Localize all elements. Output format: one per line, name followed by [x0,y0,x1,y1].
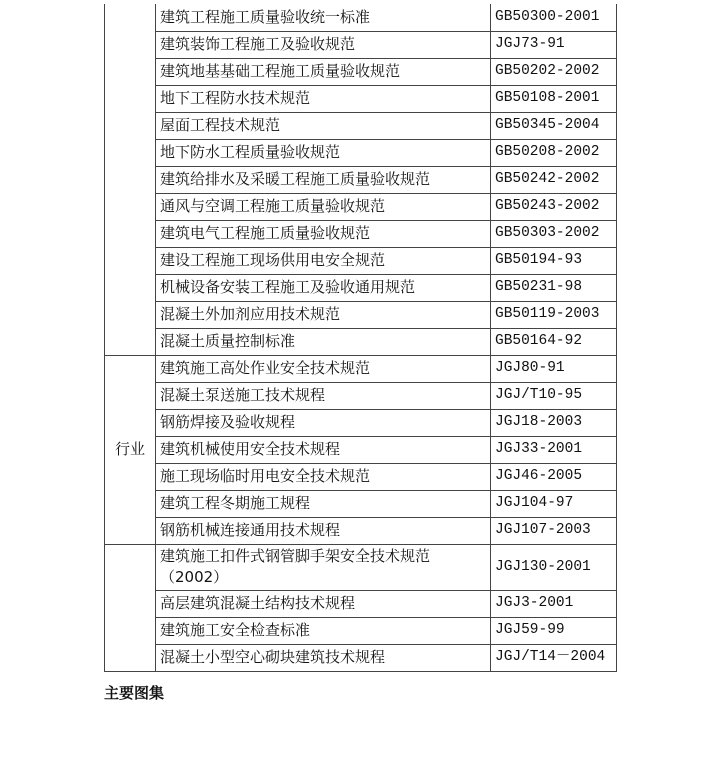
standard-name: 建筑地基基础工程施工质量验收规范 [156,58,491,85]
table-row [105,544,617,590]
standard-name: 建筑装饰工程施工及验收规范 [156,31,491,58]
table-row [105,4,617,31]
standards-table-body [105,4,617,671]
standard-code: GB50243-2002 [491,193,617,220]
standard-code: JGJ104-97 [491,490,617,517]
standard-code: GB50242-2002 [491,166,617,193]
standard-name: 建筑施工高处作业安全技术规范 [156,355,491,382]
table-row [105,139,617,166]
standard-code: JGJ/T10-95 [491,382,617,409]
standard-code: GB50231-98 [491,274,617,301]
table-row [105,409,617,436]
table-row [105,436,617,463]
table-row [105,328,617,355]
table-row [105,58,617,85]
standard-name: 混凝土小型空心砌块建筑技术规程 [156,644,491,671]
standard-code: GB50194-93 [491,247,617,274]
standard-code: GB50345-2004 [491,112,617,139]
table-row [105,85,617,112]
standard-name: 建筑电气工程施工质量验收规范 [156,220,491,247]
standard-name: 建筑工程冬期施工规程 [156,490,491,517]
standard-code: JGJ107-2003 [491,517,617,544]
standard-name: 建筑给排水及采暖工程施工质量验收规范 [156,166,491,193]
table-row [105,193,617,220]
table-row [105,355,617,382]
category-cell-blank [105,544,156,671]
standard-code: JGJ3-2001 [491,590,617,617]
table-row [105,463,617,490]
category-cell-blank [105,4,156,355]
standard-name: 混凝土外加剂应用技术规范 [156,301,491,328]
standard-name: 混凝土质量控制标准 [156,328,491,355]
standard-code: JGJ80-91 [491,355,617,382]
standard-name: 机械设备安装工程施工及验收通用规范 [156,274,491,301]
standard-code: GB50300-2001 [491,4,617,31]
standard-code: GB50208-2002 [491,139,617,166]
table-row [105,274,617,301]
table-row [105,382,617,409]
standard-code: JGJ33-2001 [491,436,617,463]
standard-name: 建筑机械使用安全技术规程 [156,436,491,463]
table-row [105,490,617,517]
table-row [105,166,617,193]
standard-code: JGJ/T14－2004 [491,644,617,671]
standards-table [104,4,617,672]
table-row [105,617,617,644]
table-row [105,220,617,247]
standard-code: JGJ59-99 [491,617,617,644]
standard-name: 建筑施工扣件式钢管脚手架安全技术规范（2002） [156,544,491,590]
standard-name: 混凝土泵送施工技术规程 [156,382,491,409]
standard-code: JGJ18-2003 [491,409,617,436]
standard-name: 通风与空调工程施工质量验收规范 [156,193,491,220]
standard-name: 地下工程防水技术规范 [156,85,491,112]
standard-code: JGJ130-2001 [491,544,617,590]
table-row [105,301,617,328]
standard-code: GB50164-92 [491,328,617,355]
table-row [105,644,617,671]
standard-name: 屋面工程技术规范 [156,112,491,139]
standard-name: 钢筋焊接及验收规程 [156,409,491,436]
standard-name: 施工现场临时用电安全技术规范 [156,463,491,490]
category-cell: 行业 [105,355,156,544]
table-row [105,590,617,617]
standard-name: 建筑施工安全检查标准 [156,617,491,644]
standard-code: GB50108-2001 [491,85,617,112]
standard-name: 地下防水工程质量验收规范 [156,139,491,166]
standard-code: GB50119-2003 [491,301,617,328]
standard-name: 高层建筑混凝土结构技术规程 [156,590,491,617]
standard-code: GB50303-2002 [491,220,617,247]
standard-code: JGJ46-2005 [491,463,617,490]
section-title: 主要图集 [104,684,165,702]
standard-name: 建设工程施工现场供用电安全规范 [156,247,491,274]
standard-code: GB50202-2002 [491,58,617,85]
table-row [105,517,617,544]
standard-code: JGJ73-91 [491,31,617,58]
standard-name: 钢筋机械连接通用技术规程 [156,517,491,544]
standard-name: 建筑工程施工质量验收统一标准 [156,4,491,31]
table-row [105,31,617,58]
table-row [105,247,617,274]
table-row [105,112,617,139]
